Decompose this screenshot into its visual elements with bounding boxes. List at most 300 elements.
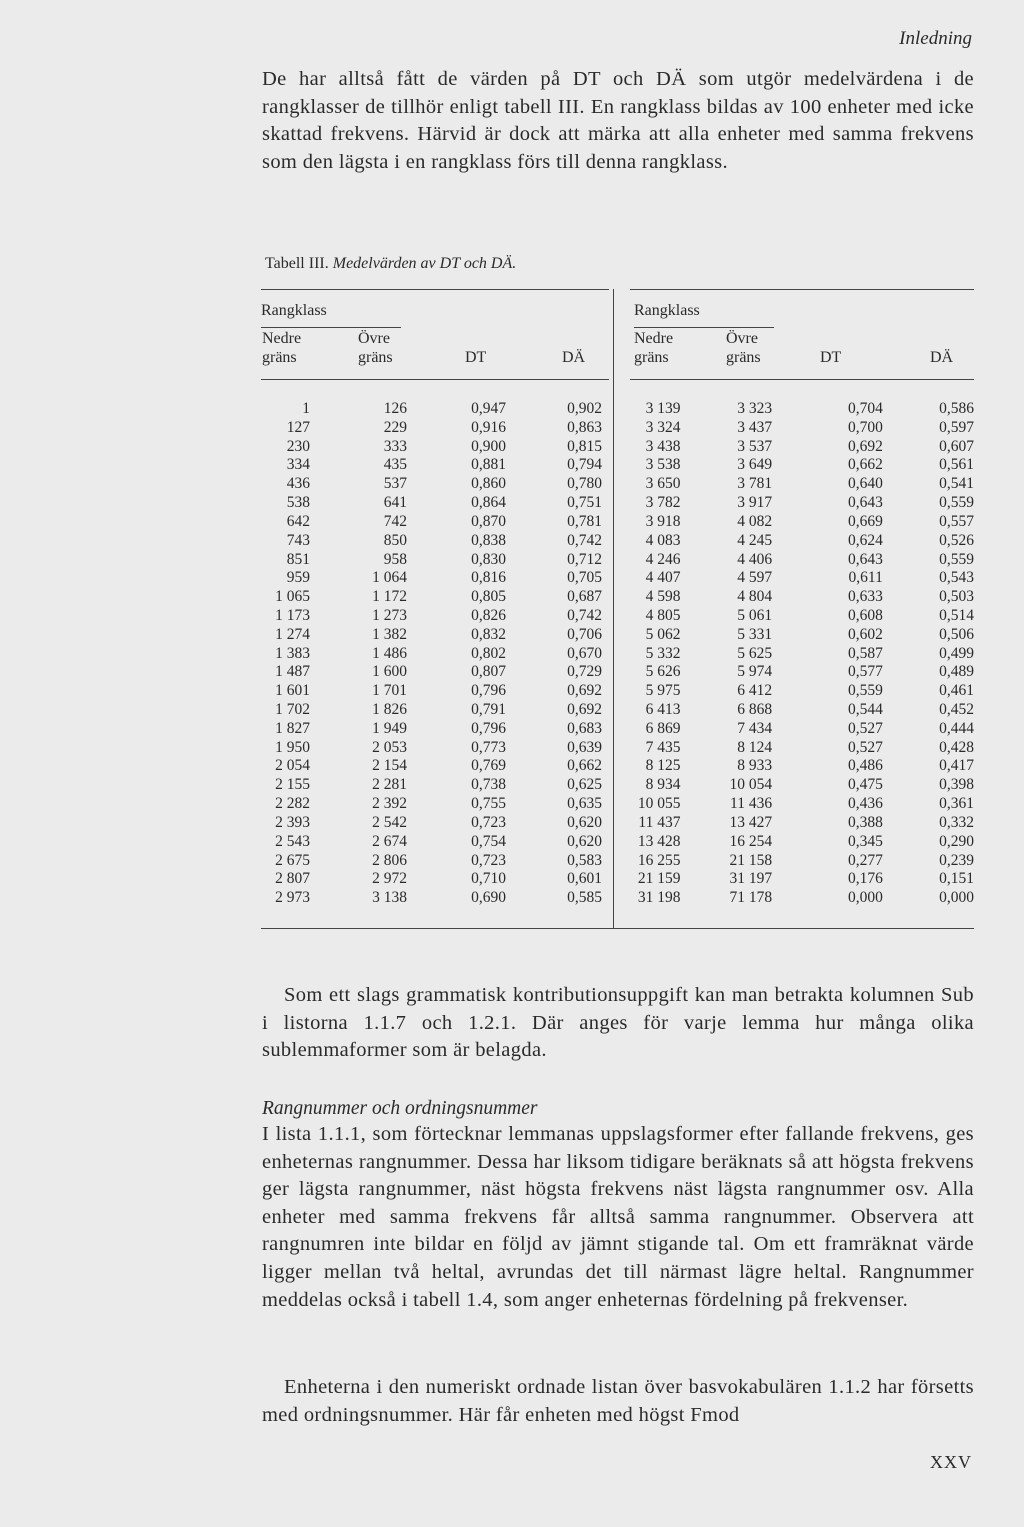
upper-bound-cell: 333	[383, 437, 407, 455]
lower-bound-cell: 31 198	[637, 889, 681, 907]
lower-bound-cell: 5 332	[645, 644, 681, 662]
table-row	[261, 645, 602, 664]
da-value-cell: 0,863	[567, 418, 602, 436]
da-value-cell: 0,692	[567, 682, 602, 700]
dt-value-cell: 0,838	[471, 531, 506, 549]
table-row	[630, 551, 974, 570]
dt-value-cell: 0,796	[471, 682, 506, 700]
ordinal-paragraph: Enheterna i den numeriskt ordnade listan över basvokabulären 1.1.2 har försetts med ordningsnummer. Här får enheten med högst Fmod	[262, 1376, 974, 1426]
table-row	[630, 852, 974, 871]
lower-bound-cell: 3 438	[645, 437, 681, 455]
lower-bound-cell: 959	[286, 569, 310, 587]
lower-bound-cell: 6 869	[645, 719, 681, 737]
table-row	[261, 757, 602, 776]
table-row	[630, 400, 974, 419]
lower-bound-cell: 3 139	[645, 400, 681, 417]
header-lower-2: gräns	[262, 349, 297, 366]
upper-bound-cell: 4 245	[737, 531, 773, 549]
upper-bound-cell: 16 254	[729, 832, 773, 850]
da-value-cell: 0,729	[567, 663, 602, 681]
upper-bound-cell: 229	[383, 418, 407, 436]
lower-bound-cell: 11 437	[638, 813, 681, 831]
upper-bound-cell: 1 172	[372, 588, 407, 606]
table-row	[261, 852, 602, 871]
da-value-cell: 0,583	[567, 851, 602, 869]
table-row	[261, 682, 602, 701]
table-row	[630, 701, 974, 720]
column-headers-right	[630, 328, 974, 376]
header-da: DÄ	[930, 349, 954, 366]
header-upper-1: Övre	[726, 330, 758, 347]
table-row	[261, 569, 602, 588]
lower-bound-cell: 1	[302, 400, 310, 417]
lower-bound-cell: 7 435	[645, 738, 681, 756]
da-value-cell: 0,780	[567, 475, 602, 493]
table-row	[261, 626, 602, 645]
column-headers-left	[261, 328, 609, 376]
table-row	[261, 532, 602, 551]
lower-bound-cell: 230	[286, 437, 310, 455]
dt-value-cell: 0,826	[471, 606, 506, 624]
upper-bound-cell: 4 082	[737, 512, 773, 530]
da-value-cell: 0,541	[939, 475, 974, 493]
table-row	[630, 607, 974, 626]
upper-bound-cell: 958	[383, 550, 407, 568]
lower-bound-cell: 13 428	[637, 832, 681, 850]
table-row	[261, 513, 602, 532]
lower-bound-cell: 1 274	[275, 625, 310, 643]
dt-value-cell: 0,916	[471, 418, 506, 436]
lower-bound-cell: 4 407	[645, 569, 681, 587]
table-row	[630, 889, 974, 908]
upper-bound-cell: 641	[383, 494, 407, 512]
upper-bound-cell: 21 158	[729, 851, 773, 869]
lower-bound-cell: 127	[286, 418, 310, 436]
da-value-cell: 0,683	[567, 719, 602, 737]
table-row	[630, 833, 974, 852]
dt-value-cell: 0,816	[471, 569, 506, 587]
upper-bound-cell: 5 061	[737, 606, 773, 624]
table-row	[630, 870, 974, 889]
upper-bound-cell: 2 281	[372, 776, 407, 794]
table-row	[261, 663, 602, 682]
table-row	[630, 814, 974, 833]
upper-bound-cell: 1 273	[372, 606, 407, 624]
da-value-cell: 0,625	[567, 776, 602, 794]
upper-bound-cell: 3 917	[737, 494, 773, 512]
upper-bound-cell: 31 197	[729, 870, 773, 888]
da-value-cell: 0,499	[939, 644, 974, 662]
dt-value-cell: 0,176	[847, 870, 883, 888]
upper-bound-cell: 1 600	[372, 663, 407, 681]
table-row	[630, 419, 974, 438]
da-value-cell: 0,444	[939, 719, 974, 737]
dt-value-cell: 0,587	[847, 644, 883, 662]
header-dt: DT	[820, 349, 842, 366]
rank-paragraph: I lista 1.1.1, som förtecknar lemmanas uppslagsformer efter fallande frekvens, ges enheternas rangnummer. Dessa har liksom tidigare beräknats så att högsta frekvens ger lägsta rangnummer, näst högsta frekvens näst lägsta rangnummer osv. Alla enheter med samma frekvens får alltså samma rangnummer. Observera att rangnumren inte bildar en följd av jämnt stigande tal. Om ett framräknat värde ligger mellan två heltal, avrundas det till närmast lägre heltal. Rangnummer meddelas också i tabell 1.4, som anger enheternas fördelning på frekvenser.	[262, 1123, 974, 1311]
dt-value-cell: 0,388	[847, 813, 883, 831]
dt-value-cell: 0,640	[847, 475, 883, 493]
upper-bound-cell: 3 138	[372, 889, 407, 907]
da-value-cell: 0,706	[567, 625, 602, 643]
table-row	[261, 776, 602, 795]
da-value-cell: 0,503	[939, 588, 974, 606]
upper-bound-cell: 126	[383, 400, 407, 417]
lower-bound-cell: 2 155	[275, 776, 310, 794]
da-value-cell: 0,662	[567, 757, 602, 775]
table-center-rule	[613, 289, 614, 929]
lower-bound-cell: 21 159	[637, 870, 681, 888]
lower-bound-cell: 1 487	[275, 663, 310, 681]
table-row	[261, 456, 602, 475]
dt-value-cell: 0,577	[847, 663, 883, 681]
lower-bound-cell: 2 675	[275, 851, 310, 869]
table-row	[630, 757, 974, 776]
page-number: XXV	[930, 1452, 972, 1472]
lower-bound-cell: 4 246	[645, 550, 681, 568]
upper-bound-cell: 1 064	[372, 569, 407, 587]
da-value-cell: 0,557	[939, 512, 974, 530]
lower-bound-cell: 6 413	[645, 701, 681, 718]
table-row	[261, 438, 602, 457]
da-value-cell: 0,151	[939, 870, 974, 888]
lower-bound-cell: 3 324	[645, 418, 681, 436]
dt-value-cell: 0,633	[847, 588, 883, 606]
table-caption-title: Medelvärden av DT och DÄ.	[332, 255, 517, 272]
upper-bound-cell: 3 323	[737, 400, 773, 417]
dt-value-cell: 0,544	[847, 701, 883, 718]
upper-bound-cell: 3 537	[737, 437, 773, 455]
lower-bound-cell: 2 807	[275, 870, 310, 888]
running-header: Inledning	[899, 28, 972, 49]
da-value-cell: 0,290	[939, 832, 974, 850]
header-lower-1: Nedre	[634, 330, 674, 347]
upper-bound-cell: 4 406	[737, 550, 773, 568]
dt-value-cell: 0,870	[471, 512, 506, 530]
upper-bound-cell: 2 542	[372, 813, 407, 831]
dt-value-cell: 0,755	[471, 795, 506, 813]
table-right-half	[630, 289, 974, 908]
lower-bound-cell: 1 702	[275, 701, 310, 718]
da-value-cell: 0,635	[567, 795, 602, 813]
da-value-cell: 0,742	[567, 531, 602, 549]
table-caption	[265, 255, 516, 273]
dt-value-cell: 0,662	[847, 456, 883, 474]
da-value-cell: 0,597	[939, 418, 974, 436]
da-value-cell: 0,428	[939, 738, 974, 756]
dt-value-cell: 0,947	[471, 400, 506, 417]
da-value-cell: 0,902	[567, 400, 602, 417]
lower-bound-cell: 2 393	[275, 813, 310, 831]
da-value-cell: 0,000	[939, 889, 974, 907]
table-row	[630, 475, 974, 494]
dt-value-cell: 0,602	[847, 625, 883, 643]
table-row	[261, 607, 602, 626]
upper-bound-cell: 1 486	[372, 644, 407, 662]
upper-bound-cell: 2 972	[372, 870, 407, 888]
dt-value-cell: 0,738	[471, 776, 506, 794]
da-value-cell: 0,670	[567, 644, 602, 662]
table-row	[261, 419, 602, 438]
dt-value-cell: 0,881	[471, 456, 506, 474]
dt-value-cell: 0,277	[847, 851, 883, 869]
header-upper-2: gräns	[358, 349, 393, 366]
table-row	[261, 795, 602, 814]
header-upper-2: gräns	[726, 349, 761, 366]
da-value-cell: 0,751	[567, 494, 602, 512]
lower-bound-cell: 1 950	[275, 738, 310, 756]
dt-value-cell: 0,830	[471, 550, 506, 568]
table-row	[630, 682, 974, 701]
lower-bound-cell: 1 173	[275, 606, 310, 624]
table-row	[630, 739, 974, 758]
dt-value-cell: 0,559	[847, 682, 883, 700]
table-row	[261, 701, 602, 720]
table-row	[261, 870, 602, 889]
da-value-cell: 0,687	[567, 588, 602, 606]
dt-value-cell: 0,624	[847, 531, 883, 549]
upper-bound-cell: 11 436	[730, 795, 773, 813]
dt-value-cell: 0,643	[847, 550, 883, 568]
upper-bound-cell: 2 154	[372, 757, 407, 775]
dt-value-cell: 0,723	[471, 813, 506, 831]
dt-value-cell: 0,704	[847, 400, 883, 417]
table-row	[630, 532, 974, 551]
da-value-cell: 0,489	[939, 663, 974, 681]
lower-bound-cell: 3 918	[645, 512, 681, 530]
dt-value-cell: 0,860	[471, 475, 506, 493]
dt-value-cell: 0,000	[847, 889, 883, 907]
dt-value-cell: 0,700	[847, 418, 883, 436]
dt-value-cell: 0,900	[471, 437, 506, 455]
da-value-cell: 0,639	[567, 738, 602, 756]
da-value-cell: 0,712	[567, 550, 602, 568]
da-value-cell: 0,461	[939, 682, 974, 700]
dt-value-cell: 0,773	[471, 738, 506, 756]
lower-bound-cell: 8 125	[645, 757, 681, 775]
upper-bound-cell: 6 412	[737, 682, 773, 700]
upper-bound-cell: 742	[383, 512, 407, 530]
table-row	[261, 833, 602, 852]
upper-bound-cell: 5 331	[737, 625, 773, 643]
da-value-cell: 0,332	[939, 813, 974, 831]
dt-value-cell: 0,796	[471, 719, 506, 737]
dt-value-cell: 0,807	[471, 663, 506, 681]
lower-bound-cell: 851	[286, 550, 310, 568]
lower-bound-cell: 2 282	[275, 795, 310, 813]
dt-value-cell: 0,611	[848, 569, 883, 587]
da-value-cell: 0,506	[939, 625, 974, 643]
da-value-cell: 0,526	[939, 531, 974, 549]
da-value-cell: 0,705	[567, 569, 602, 587]
lower-bound-cell: 5 626	[645, 663, 681, 681]
upper-bound-cell: 537	[383, 475, 407, 493]
table-row	[630, 513, 974, 532]
dt-value-cell: 0,791	[471, 701, 506, 718]
dt-value-cell: 0,832	[471, 625, 506, 643]
upper-bound-cell: 13 427	[729, 813, 773, 831]
table-row	[261, 720, 602, 739]
table-row	[630, 720, 974, 739]
upper-bound-cell: 2 053	[372, 738, 407, 756]
dt-value-cell: 0,669	[847, 512, 883, 530]
header-upper-1: Övre	[358, 330, 390, 347]
table-row	[630, 438, 974, 457]
table-row	[261, 814, 602, 833]
da-value-cell: 0,586	[939, 400, 974, 417]
table-left-body	[261, 400, 602, 908]
table-row	[261, 889, 602, 908]
lower-bound-cell: 5 062	[645, 625, 681, 643]
da-value-cell: 0,452	[939, 701, 974, 718]
lower-bound-cell: 16 255	[637, 851, 681, 869]
dt-value-cell: 0,643	[847, 494, 883, 512]
upper-bound-cell: 8 124	[737, 738, 773, 756]
upper-bound-cell: 10 054	[729, 776, 773, 794]
upper-bound-cell: 3 781	[737, 475, 773, 493]
dt-value-cell: 0,690	[471, 889, 506, 907]
table-row	[630, 663, 974, 682]
lower-bound-cell: 436	[286, 475, 310, 493]
lower-bound-cell: 8 934	[645, 776, 681, 794]
upper-bound-cell: 3 649	[737, 456, 773, 474]
da-value-cell: 0,361	[939, 795, 974, 813]
upper-bound-cell: 1 701	[372, 682, 407, 700]
dt-value-cell: 0,769	[471, 757, 506, 775]
upper-bound-cell: 8 933	[737, 757, 773, 775]
upper-bound-cell: 850	[383, 531, 407, 549]
table-caption-prefix: Tabell III.	[265, 255, 329, 272]
upper-bound-cell: 435	[383, 456, 407, 474]
table-row	[630, 795, 974, 814]
table-row	[630, 776, 974, 795]
lower-bound-cell: 5 975	[645, 682, 681, 700]
intro-paragraph: De har alltså fått de värden på DT och DÄ som utgör medelvärdena i de rangklasser de tillhör enligt tabell III. En rangklass bildas av 100 enheter med icke skattad frekvens. Härvid är dock att märka att alla enheter med samma frekvens som den lägsta i en rangklass förs till denna rangklass.	[262, 68, 974, 173]
header-da: DÄ	[562, 349, 586, 366]
dt-value-cell: 0,805	[471, 588, 506, 606]
lower-bound-cell: 4 083	[645, 531, 681, 549]
lower-bound-cell: 10 055	[637, 795, 681, 813]
da-value-cell: 0,543	[939, 569, 974, 587]
da-value-cell: 0,239	[939, 851, 974, 869]
lower-bound-cell: 1 065	[275, 588, 310, 606]
da-value-cell: 0,815	[567, 437, 602, 455]
rangklass-label-left: Rangklass	[261, 302, 327, 319]
upper-bound-cell: 71 178	[729, 889, 773, 907]
table-row	[261, 494, 602, 513]
table-row	[261, 739, 602, 758]
da-value-cell: 0,559	[939, 550, 974, 568]
upper-bound-cell: 3 437	[737, 418, 773, 436]
upper-bound-cell: 2 806	[372, 851, 407, 869]
grammar-paragraph: Som ett slags grammatisk kontributionsuppgift kan man betrakta kolumnen Sub i listorna 1.1.7 och 1.2.1. Där anges för varje lemma hur många olika sublemmaformer som är belagda.	[262, 984, 974, 1062]
upper-bound-cell: 6 868	[737, 701, 773, 718]
lower-bound-cell: 4 805	[645, 606, 681, 624]
table-right-body	[630, 400, 974, 908]
upper-bound-cell: 4 804	[737, 588, 773, 606]
table-row	[630, 588, 974, 607]
da-value-cell: 0,742	[567, 606, 602, 624]
dt-value-cell: 0,864	[471, 494, 506, 512]
table-row	[261, 588, 602, 607]
lower-bound-cell: 2 054	[275, 757, 310, 775]
table-row	[630, 494, 974, 513]
da-value-cell: 0,559	[939, 494, 974, 512]
lower-bound-cell: 4 598	[645, 588, 681, 606]
lower-bound-cell: 743	[286, 531, 310, 549]
lower-bound-cell: 3 782	[645, 494, 681, 512]
da-value-cell: 0,794	[567, 456, 602, 474]
da-value-cell: 0,398	[939, 776, 974, 794]
lower-bound-cell: 2 543	[275, 832, 310, 850]
dt-value-cell: 0,723	[471, 851, 506, 869]
lower-bound-cell: 642	[286, 512, 310, 530]
table-bottom-rule	[261, 928, 974, 929]
section-subheading: Rangnummer och ordningsnummer	[262, 1098, 538, 1119]
dt-value-cell: 0,436	[847, 795, 883, 813]
upper-bound-cell: 5 974	[737, 663, 773, 681]
upper-bound-cell: 2 674	[372, 832, 407, 850]
dt-value-cell: 0,608	[847, 606, 883, 624]
upper-bound-cell: 4 597	[737, 569, 773, 587]
dt-value-cell: 0,527	[847, 719, 883, 737]
da-value-cell: 0,692	[567, 701, 602, 718]
table-row	[630, 626, 974, 645]
da-value-cell: 0,561	[939, 456, 974, 474]
table-row	[261, 475, 602, 494]
table-row	[261, 551, 602, 570]
da-value-cell: 0,620	[567, 832, 602, 850]
dt-value-cell: 0,527	[847, 738, 883, 756]
dt-value-cell: 0,486	[847, 757, 883, 775]
upper-bound-cell: 1 382	[372, 625, 407, 643]
da-value-cell: 0,781	[567, 512, 602, 530]
lower-bound-cell: 3 650	[645, 475, 681, 493]
table-row	[630, 569, 974, 588]
table-row	[630, 645, 974, 664]
lower-bound-cell: 1 601	[275, 682, 310, 700]
da-value-cell: 0,417	[939, 757, 974, 775]
header-lower-1: Nedre	[262, 330, 302, 347]
dt-value-cell: 0,692	[847, 437, 883, 455]
dt-value-cell: 0,345	[847, 832, 883, 850]
lower-bound-cell: 538	[286, 494, 310, 512]
upper-bound-cell: 2 392	[372, 795, 407, 813]
lower-bound-cell: 3 538	[645, 456, 681, 474]
da-value-cell: 0,607	[939, 437, 974, 455]
lower-bound-cell: 1 827	[275, 719, 310, 737]
da-value-cell: 0,601	[567, 870, 602, 888]
upper-bound-cell: 1 949	[372, 719, 407, 737]
header-dt: DT	[465, 349, 487, 366]
dt-value-cell: 0,754	[471, 832, 506, 850]
dt-value-cell: 0,802	[471, 644, 506, 662]
header-lower-2: gräns	[634, 349, 669, 366]
dt-value-cell: 0,475	[847, 776, 883, 794]
da-value-cell: 0,585	[567, 889, 602, 907]
lower-bound-cell: 1 383	[275, 644, 310, 662]
da-value-cell: 0,514	[939, 606, 974, 624]
lower-bound-cell: 334	[286, 456, 310, 474]
table-row	[630, 456, 974, 475]
table-row	[261, 400, 602, 419]
upper-bound-cell: 7 434	[737, 719, 773, 737]
table-left-half	[261, 289, 609, 908]
upper-bound-cell: 5 625	[737, 644, 773, 662]
rangklass-label-right: Rangklass	[634, 302, 700, 319]
upper-bound-cell: 1 826	[372, 701, 407, 718]
dt-value-cell: 0,710	[471, 870, 506, 888]
